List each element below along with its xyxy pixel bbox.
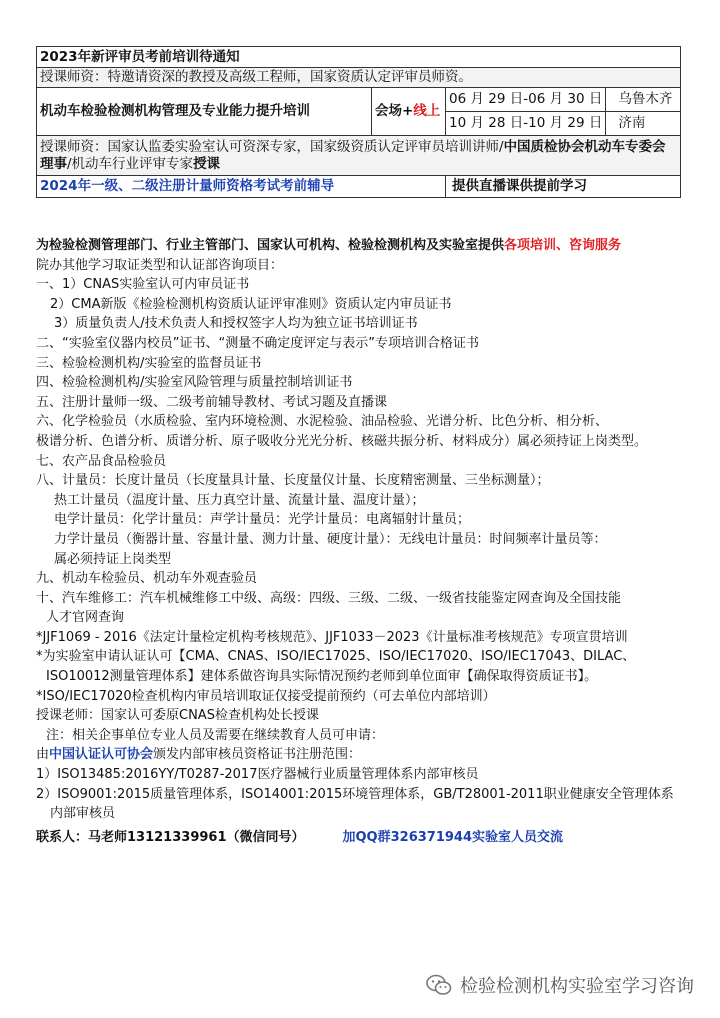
content-body [36, 236, 686, 847]
list-item: 三、检验检测机构/实验室的监督员证书 [36, 355, 262, 371]
faculty-row: 授课师资：特邀请资深的教授及高级工程师，国家资质认定评审员师资。 [37, 68, 681, 88]
course-date-1: 06 月 29 日-06 月 30 日 [446, 88, 606, 112]
list-item: 极谱分析、色谱分析、质谱分析、原子吸收分光光分析、核磁共振分析、材料成分）属必须持证上岗类型。 [36, 433, 648, 449]
list-item: 力学计量员（衡器计量、容量计量、测力计量、硬度计量）：无线电计量员：时间频率计量员等： [54, 531, 607, 547]
course-date-2: 10 月 28 日-10 月 29 日 [446, 112, 606, 136]
list-item: 1）ISO13485:2016YY/T0287-2017医疗器械行业质量管理体系内部审核员 [36, 767, 479, 783]
list-item: 2）CMA新版《检验检测机构资质认证评审准则》资质认定内审员证书 [50, 296, 452, 312]
list-item: 七、农产品食品检验员 [36, 453, 167, 469]
faculty-row-2: 授课师资：国家认监委实验室认可资深专家，国家级资质认定评审员培训讲师/中国质检协会机动车专委会理事/机动车行业评审专家授课 [37, 136, 681, 176]
training-table [36, 46, 681, 198]
intro-line: 为检验检测管理部门、行业主管部门、国家认可机构、检验检测机构及实验室提供各项培训、咨询服务 [36, 238, 622, 253]
list-item: 四、检验检测机构/实验室风险管理与质量控制培训证书 [36, 375, 353, 391]
list-item: 注：相关企事单位专业人员及需要在继续教育人员可申请： [46, 727, 385, 743]
list-item: 十、汽车维修工：汽车机械维修工中级、高级：四级、三级、二级、一级省技能鉴定网查询及全国技能 [36, 590, 622, 606]
list-item: ISO10012测量管理体系】建体系做咨询具实际情况预约老师到单位面审【确保取得资质证书】。 [46, 669, 598, 685]
list-item: *为实验室申请认证认可【CMA、CNAS、ISO/IEC17025、ISO/IEC17020、ISO/IEC17043、DILAC、 [36, 649, 636, 665]
list-item: 2）ISO9001:2015质量管理体系，ISO14001:2015环境管理体系，GB/T28001-2011职业健康安全管理体系 [36, 786, 674, 802]
list-item: 授课老师：国家认可委原CNAS检查机构处长授课 [36, 708, 319, 724]
list-item: 院办其他学习取证类型和认证部咨询项目： [36, 257, 284, 273]
exam-course: 2024年一级、二级注册计量师资格考试考前辅导 [37, 176, 446, 198]
list-item: 二、“实验室仪器内校员”证书、“测量不确定度评定与表示”专项培训合格证书 [36, 335, 479, 351]
list-item: 九、机动车检验员、机动车外观查验员 [36, 571, 258, 587]
wechat-icon [426, 974, 452, 996]
list-item: 一、1）CNAS实验室认可内审员证书 [36, 277, 250, 293]
course-name: 机动车检验检测机构管理及专业能力提升培训 [37, 88, 372, 136]
watermark-text: 检验检测机构实验室学习咨询 [460, 976, 694, 997]
exam-note: 提供直播课供提前学习 [446, 176, 681, 198]
list-item: 属必须持证上岗类型 [54, 551, 172, 567]
list-item: 热工计量员（温度计量、压力真空计量、流量计量、温度计量）； [54, 492, 425, 508]
contact-line: 联系人：马老师13121339961（微信同号） 加QQ群326371944实验室人员交流 [36, 829, 564, 845]
course-city-2: 济南 [606, 112, 681, 136]
list-item: 六、化学检验员（水质检验、室内环境检测、水泥检验、油品检验、光谱分析、比色分析、相分析、 [36, 414, 609, 430]
list-item: 人才官网查询 [46, 610, 125, 626]
course-mode: 会场+线上 [372, 88, 446, 136]
table-title: 2023年新评审员考前培训待通知 [37, 47, 681, 68]
list-item: *JJF1069 - 2016《法定计量检定机构考核规范》、JJF1033－2023《计量标准考核规范》专项宣贯培训 [36, 629, 628, 645]
list-item: 八、计量员：长度计量员（长度量具计量、长度量仪计量、长度精密测量、三坐标测量）； [36, 473, 550, 489]
list-item: 五、注册计量师一级、二级考前辅导教材、考试习题及直播课 [36, 394, 388, 410]
list-item: 内部审核员 [50, 806, 116, 822]
list-item: 由中国认证认可协会颁发内部审核员资格证书注册范围： [36, 747, 362, 763]
list-item: 3）质量负责人/技术负责人和授权签字人均为独立证书培训证书 [54, 316, 418, 332]
list-item: *ISO/IEC17020检查机构内审员培训取证仅接受提前预约（可去单位内部培训） [36, 688, 496, 704]
course-city-1: 乌鲁木齐 [606, 88, 681, 112]
list-item: 电学计量员：化学计量员：声学计量员：光学计量员：电离辐射计量员； [54, 512, 471, 528]
watermark [426, 972, 694, 998]
